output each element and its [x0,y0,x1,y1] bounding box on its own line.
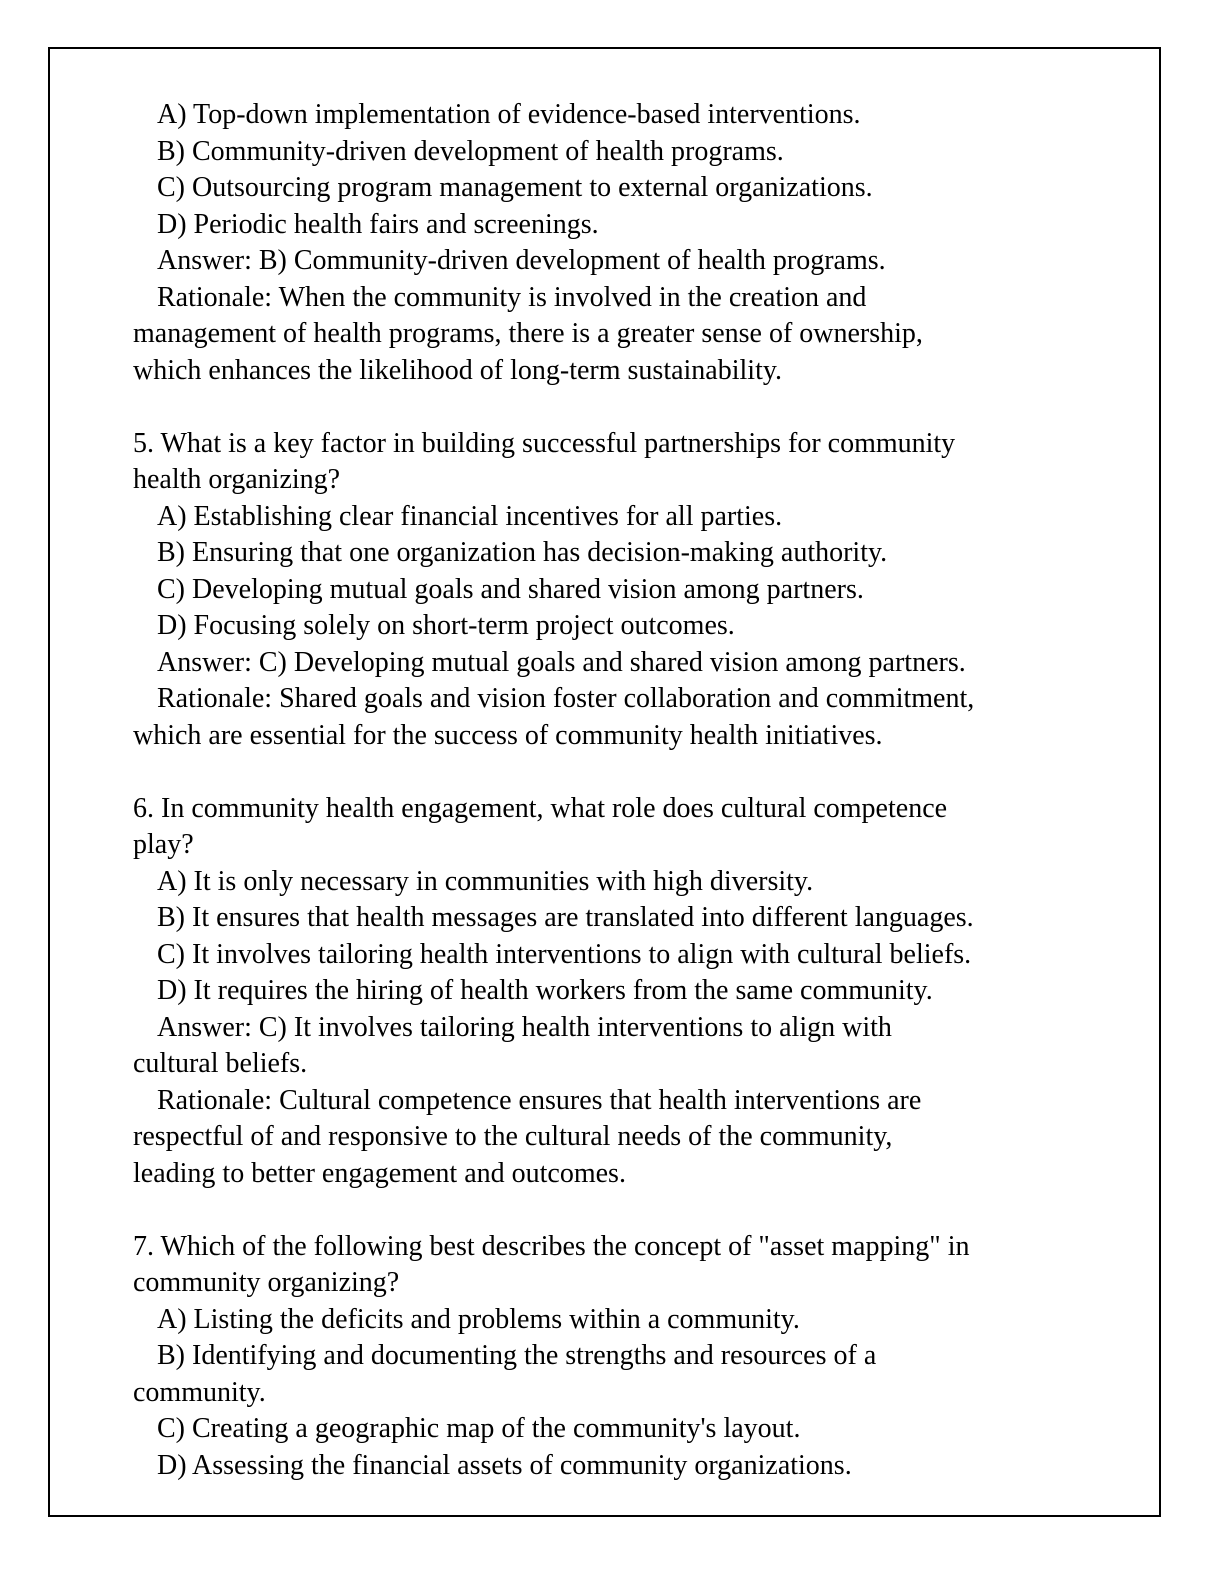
option-b: B) Ensuring that one organization has decision-making authority. [157,537,888,568]
rationale-line: which enhances the likelihood of long-term sustainability. [133,354,783,386]
option-a: A) Establishing clear financial incentives for all parties. [157,500,783,532]
option-b: B) Identifying and documenting the strengths and resources of a [157,1340,877,1371]
option-c: C) Developing mutual goals and shared vision among partners. [157,573,864,605]
option-d: D) Focusing solely on short-term project outcomes. [157,610,735,641]
question-text: health organizing? [133,464,341,495]
rationale-line: Rationale: Shared goals and vision foster collaboration and commitment, [157,683,975,714]
option-b: B) Community-driven development of health programs. [157,135,784,167]
option-d: D) Assessing the financial assets of community organizations. [157,1449,852,1481]
question-text: 5. What is a key factor in building successful partnerships for community [133,427,956,459]
option-c: C) Outsourcing program management to external organizations. [157,172,873,203]
paragraph-gap [133,754,1113,791]
paragraph-gap [133,389,1113,426]
question-text: community organizing? [133,1267,400,1298]
question-text: play? [133,829,194,860]
option-b-continued: community. [133,1376,266,1408]
option-d: D) It requires the hiring of health workers from the same community. [157,975,933,1006]
answer-line: Answer: C) Developing mutual goals and shared vision among partners. [157,646,966,678]
rationale-line: leading to better engagement and outcomes. [133,1157,626,1189]
rationale-line: respectful of and responsive to the cultural needs of the community, [133,1121,893,1152]
paragraph-gap [133,1192,1113,1229]
rationale-line: Rationale: When the community is involved in the creation and [157,281,867,313]
option-c: C) It involves tailoring health interventions to align with cultural beliefs. [157,938,972,970]
question-5 [133,426,1113,755]
document-body [133,97,1113,1484]
option-a: A) Listing the deficits and problems within a community. [157,1303,800,1335]
answer-line: Answer: C) It involves tailoring health interventions to align with [157,1011,892,1043]
rationale-line: management of health programs, there is a greater sense of ownership, [133,318,923,349]
rationale-line: which are essential for the success of community health initiatives. [133,719,883,751]
option-a: A) Top-down implementation of evidence-based interventions. [157,99,861,130]
answer-line: cultural beliefs. [133,1048,308,1079]
option-c: C) Creating a geographic map of the community's layout. [157,1413,801,1444]
option-a: A) It is only necessary in communities with high diversity. [157,865,814,897]
question-7 [133,1229,1113,1485]
answer-line: Answer: B) Community-driven development of health programs. [157,245,886,276]
rationale-line: Rationale: Cultural competence ensures that health interventions are [157,1084,922,1116]
question-4-continued [133,97,1113,389]
option-b: B) It ensures that health messages are translated into different languages. [157,902,974,933]
question-text: 6. In community health engagement, what role does cultural competence [133,792,948,824]
question-text: 7. Which of the following best describes the concept of "asset mapping" in [133,1230,970,1262]
question-6 [133,791,1113,1193]
option-d: D) Periodic health fairs and screenings. [157,208,599,240]
